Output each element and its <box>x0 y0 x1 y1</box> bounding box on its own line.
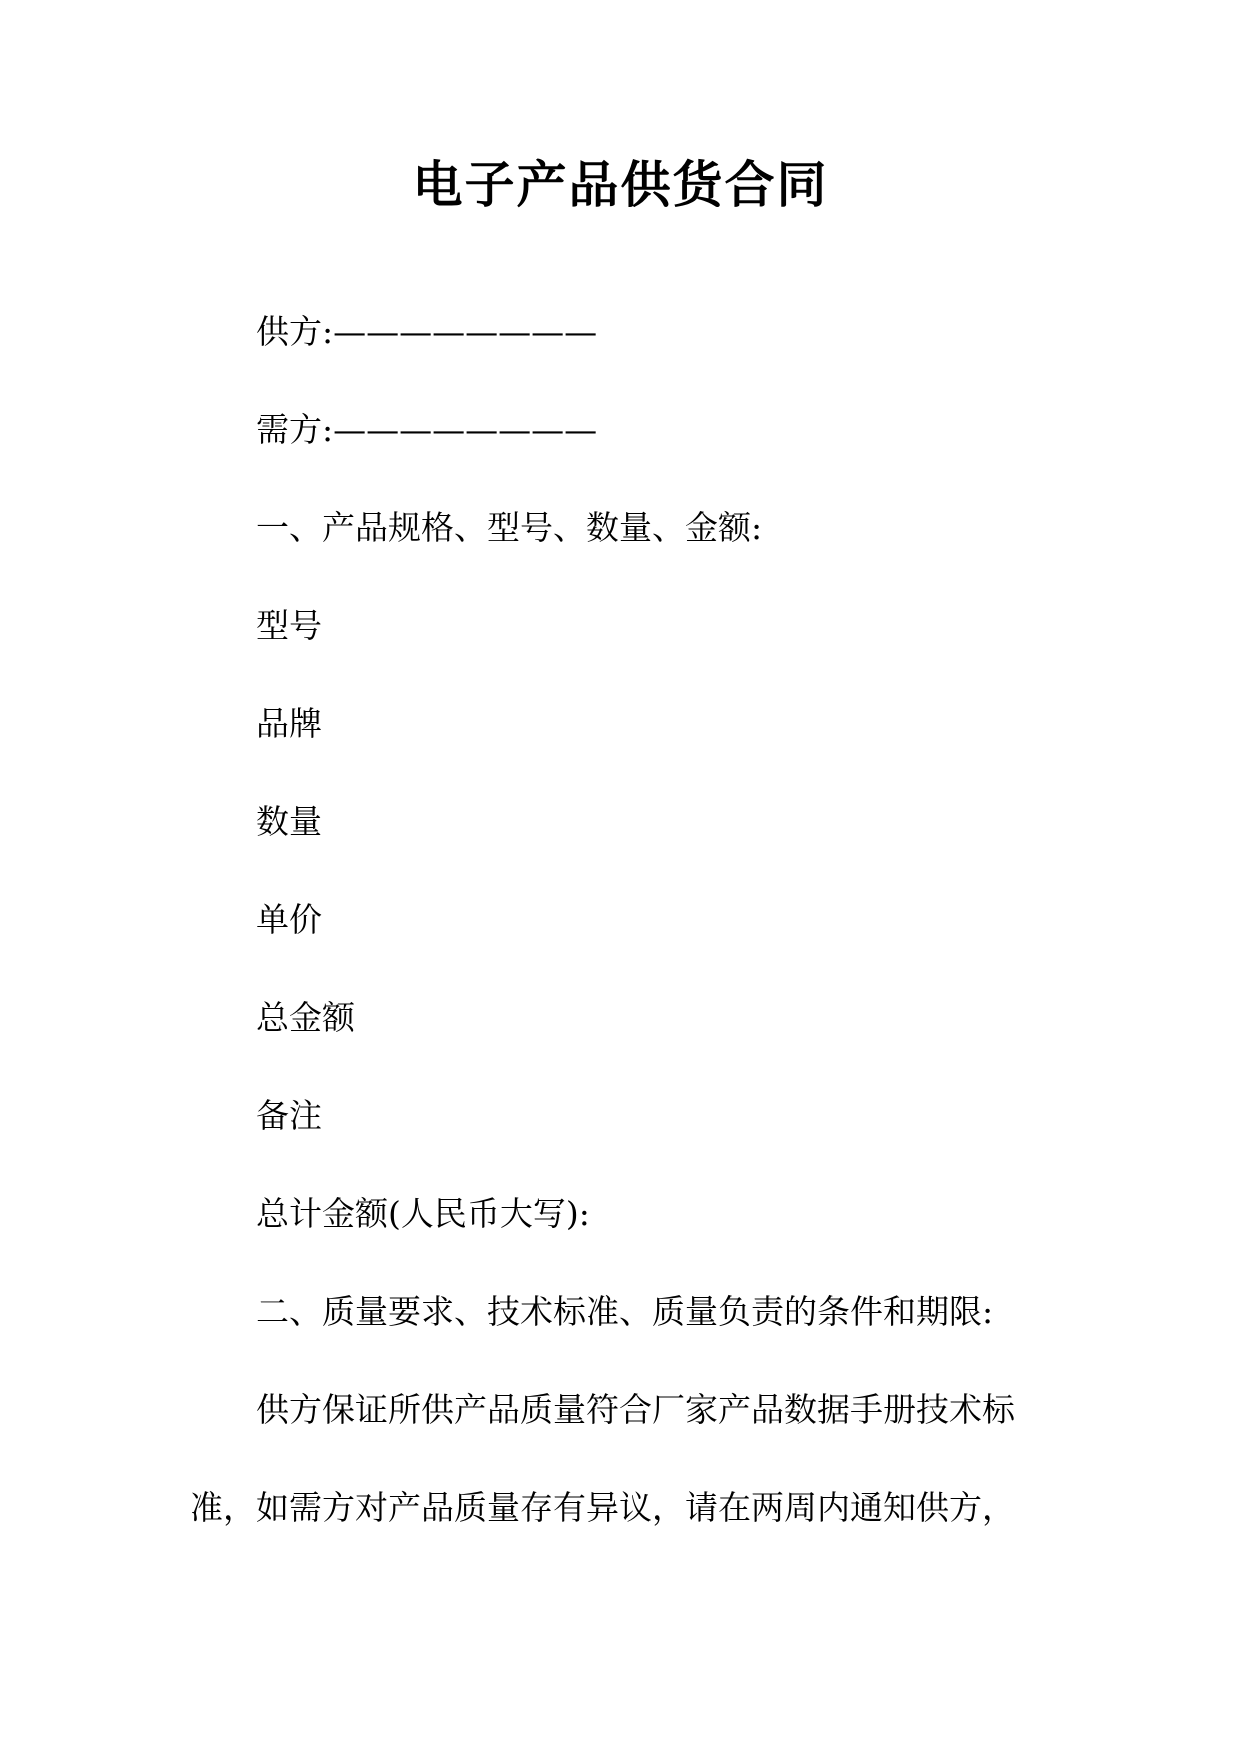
supplier-line: 供方:———————— <box>256 312 598 351</box>
field-model: 型号 <box>256 606 322 645</box>
paragraph-line-2: 准，如需方对产品质量存有异议，请在两周内通知供方， <box>190 1488 1015 1527</box>
document-title: 电子产品供货合同 <box>412 156 829 214</box>
field-total-amount: 总金额 <box>256 998 355 1037</box>
grand-total-line: 总计金额(人民币大写): <box>256 1194 590 1233</box>
field-brand: 品牌 <box>256 704 322 743</box>
field-quantity: 数量 <box>256 802 322 841</box>
field-unit-price: 单价 <box>256 900 322 939</box>
section-1-heading: 一、产品规格、型号、数量、金额: <box>256 508 763 547</box>
buyer-line: 需方:———————— <box>256 410 598 449</box>
section-2-heading: 二、质量要求、技术标准、质量负责的条件和期限: <box>256 1292 994 1331</box>
field-remarks: 备注 <box>256 1096 322 1135</box>
paragraph-line-1: 供方保证所供产品质量符合厂家产品数据手册技术标 <box>256 1390 1015 1429</box>
